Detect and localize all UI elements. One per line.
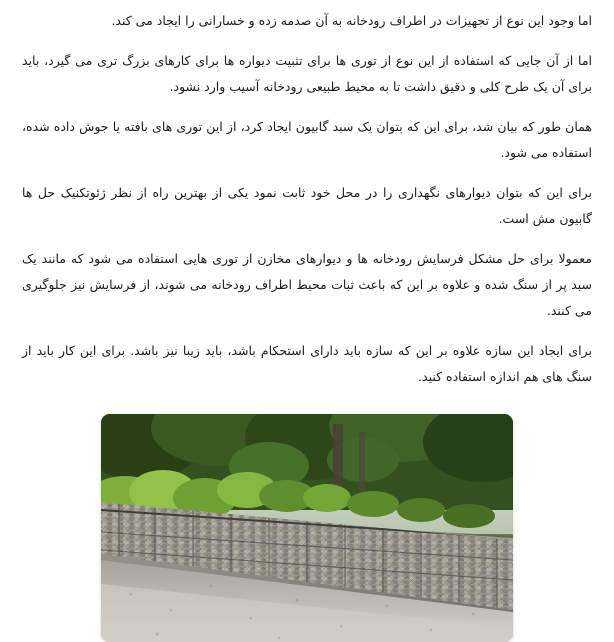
article-body — [22, 8, 592, 390]
paragraph-3: همان طور که بیان شد، برای این که بتوان یک سبد گابیون ایجاد کرد، از این توری های بافته یا جوش داده شده، استفاده می شود. — [22, 119, 592, 160]
figure-container — [22, 414, 592, 642]
paragraph-1: اما وجود این نوع از تجهیزات در اطراف رودخانه به آن صدمه زده و خسارانی را ایجاد می کند. — [111, 13, 592, 28]
gabion-wall-image — [101, 414, 513, 642]
paragraph-5: معمولا برای حل مشکل فرسایش رودخانه ها و دیوارهای مخازن از توری هایی استفاده می شود که مانند یک سبد پر از سنگ شده و علاوه بر این که باعث ثبات محیط اطراف رودخانه می شوند، از فرسایش نیز جلوگیری می کنند. — [22, 251, 592, 318]
paragraph-2: اما از آن جایی که استفاده از این نوع از توری ها برای تثبیت دیواره ها برای کارهای بزرگ تری می گیرد، باید برای آن یک طرح کلی و دقیق داشت تا به محیط طبیعی رودخانه آسیب وارد نشود. — [22, 53, 592, 94]
gabion-wall-illustration — [101, 414, 513, 642]
paragraph-6: برای ایجاد این سازه علاوه بر این که سازه باید دارای استحکام باشد، باید زیبا نیز باشد. برای این کار باید از سنگ های هم اندازه استفاده کنید. — [22, 343, 592, 384]
paragraph-4: برای این که بتوان دیوارهای نگهداری را در محل خود ثابت نمود یکی از بهترین راه از نظر ژئوتکنیک حل ها گابیون مش است. — [22, 185, 592, 226]
